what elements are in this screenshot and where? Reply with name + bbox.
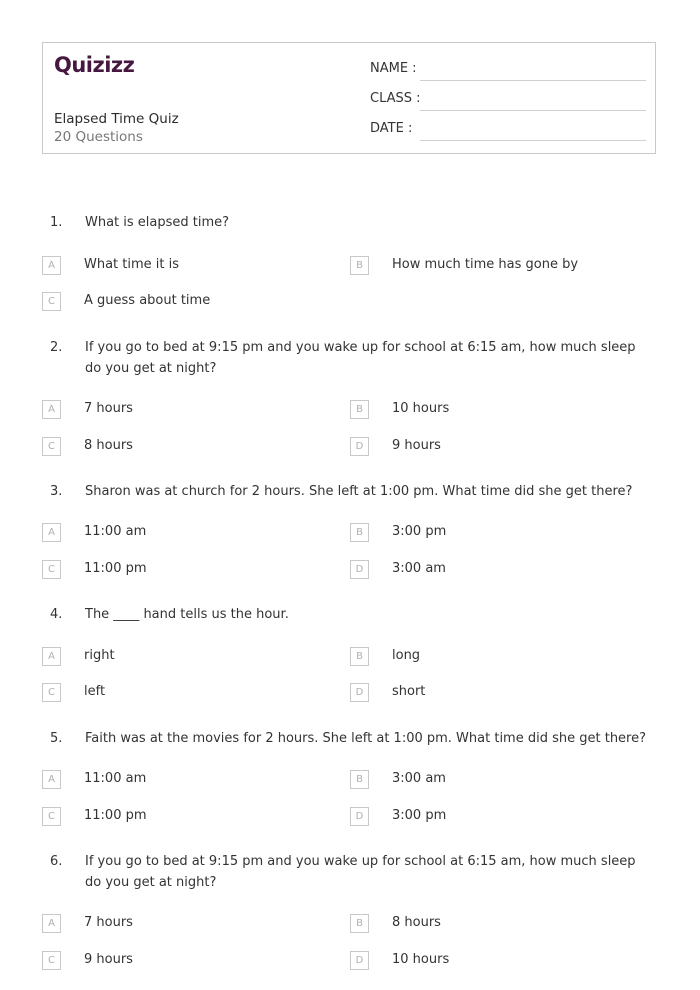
date-line[interactable] [420, 140, 646, 141]
option-text: 7 hours [84, 915, 133, 930]
option-letter: D [350, 807, 369, 826]
worksheet-header [42, 42, 656, 154]
question-count: 20 Questions [54, 129, 143, 145]
option-text: 3:00 am [392, 771, 446, 786]
option-letter: A [42, 523, 61, 542]
option-text: 11:00 am [84, 771, 147, 786]
class-label: CLASS : [370, 91, 421, 106]
option-letter: B [350, 914, 369, 933]
option-text: left [84, 684, 106, 699]
class-field[interactable] [370, 91, 646, 111]
question-number: 6. [50, 854, 63, 869]
option-text: How much time has gone by [392, 257, 579, 272]
option-text: 10 hours [392, 952, 450, 967]
option-letter: D [350, 683, 369, 702]
option-text: short [392, 684, 426, 699]
option-letter: B [350, 523, 369, 542]
option-text: A guess about time [84, 293, 211, 308]
option-text: 8 hours [84, 438, 133, 453]
option-letter: B [350, 647, 369, 666]
option-letter: C [42, 560, 61, 579]
option-letter: A [42, 914, 61, 933]
option-letter: A [42, 256, 61, 275]
option-text: 3:00 am [392, 561, 446, 576]
option-text: 11:00 am [84, 524, 147, 539]
option-letter: C [42, 437, 61, 456]
option-text: right [84, 648, 115, 663]
option-letter: D [350, 437, 369, 456]
option-letter: C [42, 292, 61, 311]
option-letter: A [42, 770, 61, 789]
question-number: 1. [50, 215, 63, 230]
option-letter: C [42, 683, 61, 702]
class-line[interactable] [420, 110, 646, 111]
option-text: 11:00 pm [84, 561, 147, 576]
question-text: If you go to bed at 9:15 pm and you wake up for school at 6:15 am, how much sleep do you get at night? [85, 340, 636, 376]
option-text: 8 hours [392, 915, 441, 930]
option-letter: D [350, 951, 369, 970]
question-text: If you go to bed at 9:15 pm and you wake up for school at 6:15 am, how much sleep do you get at night? [85, 854, 636, 890]
option-text: 3:00 pm [392, 808, 447, 823]
name-label: NAME : [370, 61, 417, 76]
option-letter: B [350, 400, 369, 419]
question-number: 2. [50, 340, 63, 355]
date-label: DATE : [370, 121, 413, 136]
date-field[interactable] [370, 121, 646, 141]
option-text: 7 hours [84, 401, 133, 416]
option-letter: C [42, 807, 61, 826]
option-text: 11:00 pm [84, 808, 147, 823]
question-number: 3. [50, 484, 63, 499]
option-text: long [392, 648, 421, 663]
option-letter: A [42, 400, 61, 419]
option-text: 9 hours [392, 438, 441, 453]
option-letter: B [350, 770, 369, 789]
option-text: 3:00 pm [392, 524, 447, 539]
option-text: What time it is [84, 257, 180, 272]
option-letter: C [42, 951, 61, 970]
question-text: The ____ hand tells us the hour. [85, 607, 289, 622]
question-text: What is elapsed time? [85, 215, 230, 230]
question-text: Faith was at the movies for 2 hours. She left at 1:00 pm. What time did she get there? [85, 731, 647, 746]
option-letter: B [350, 256, 369, 275]
option-text: 9 hours [84, 952, 133, 967]
question-text: Sharon was at church for 2 hours. She left at 1:00 pm. What time did she get there? [85, 484, 633, 499]
quiz-title: Elapsed Time Quiz [54, 111, 179, 127]
option-letter: A [42, 647, 61, 666]
question-number: 4. [50, 607, 63, 622]
option-letter: D [350, 560, 369, 579]
option-text: 10 hours [392, 401, 450, 416]
name-field[interactable] [370, 61, 646, 81]
quizizz-logo: Quizizz [54, 53, 135, 77]
name-line[interactable] [420, 80, 646, 81]
question-number: 5. [50, 731, 63, 746]
